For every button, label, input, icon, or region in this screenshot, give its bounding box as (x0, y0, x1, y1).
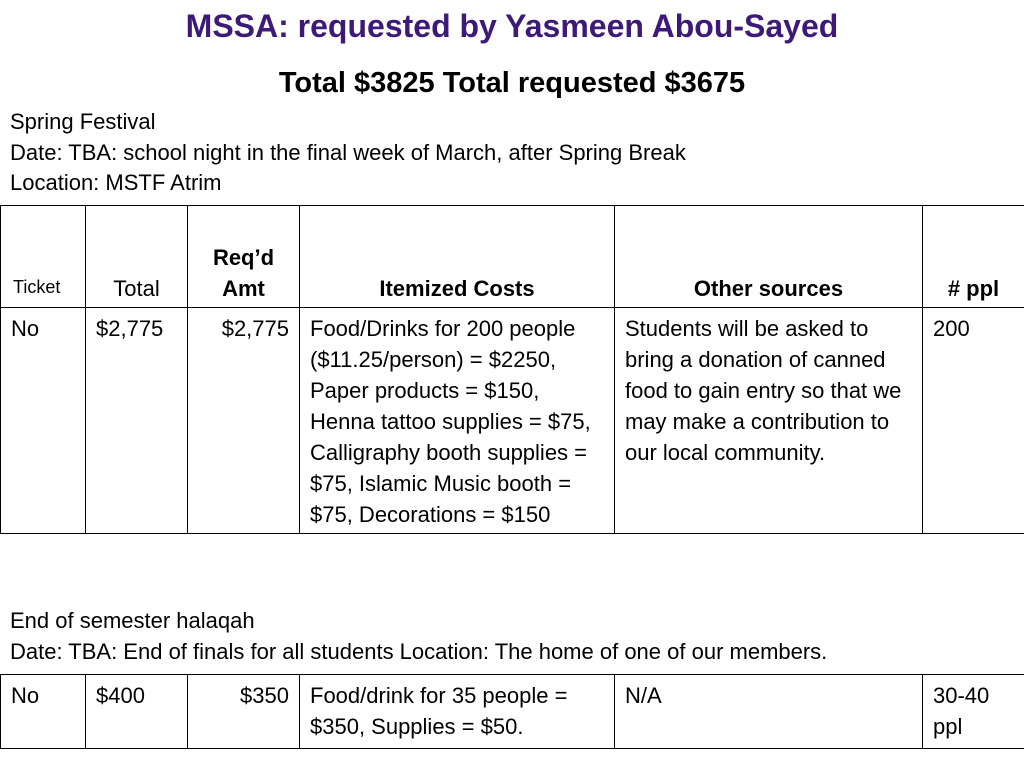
cell-reqd: $2,775 (188, 308, 300, 534)
cell-ticket: No (1, 675, 86, 749)
cell-other-sources: N/A (615, 675, 923, 749)
cell-ticket: No (1, 308, 86, 534)
header-itemized-costs: Itemized Costs (300, 206, 615, 308)
cell-ppl: 30-40 ppl (923, 675, 1024, 749)
cell-itemized: Food/Drinks for 200 people ($11.25/person) = $2250, Paper products = $150, Henna tattoo supplies = $75, Calligraphy booth supplies = $75, Islamic Music booth = $75, Decorations = $150 (300, 308, 615, 534)
header-reqd-line2: Amt (222, 276, 265, 301)
event1-date: Date: TBA: school night in the final week of March, after Spring Break (10, 139, 686, 165)
event1-location: Location: MSTF Atrim (10, 170, 222, 195)
header-reqd-amt (188, 206, 300, 308)
cell-total: $400 (86, 675, 188, 749)
cell-reqd: $350 (188, 675, 300, 749)
event1-info (10, 107, 686, 199)
table-row (1, 675, 1024, 749)
event2-info (10, 606, 827, 667)
header-ticket: Ticket (1, 206, 86, 308)
totals-subtitle: Total $3825 Total requested $3675 (278, 67, 746, 99)
table-row (1, 308, 1024, 534)
event2-budget-table (0, 674, 1024, 749)
page-title: MSSA: requested by Yasmeen Abou-Sayed (185, 8, 839, 44)
event1-budget-table (0, 205, 1024, 534)
event2-date-location: Date: TBA: End of finals for all students Location: The home of one of our members. (10, 638, 828, 664)
cell-other-sources: Students will be asked to bring a donation of canned food to gain entry so that we may make a contribution to our local community. (615, 308, 923, 534)
event2-name: End of semester halaqah (10, 608, 255, 633)
header-total: Total (86, 206, 188, 308)
header-ppl: # ppl (923, 206, 1024, 308)
table-header-row (1, 206, 1024, 308)
cell-itemized: Food/drink for 35 people = $350, Supplies = $50. (300, 675, 615, 749)
event1-name: Spring Festival (10, 109, 156, 134)
cell-total: $2,775 (86, 308, 188, 534)
cell-ppl: 200 (923, 308, 1024, 534)
header-reqd-line1: Req’d (212, 245, 275, 270)
header-other-sources: Other sources (615, 206, 923, 308)
